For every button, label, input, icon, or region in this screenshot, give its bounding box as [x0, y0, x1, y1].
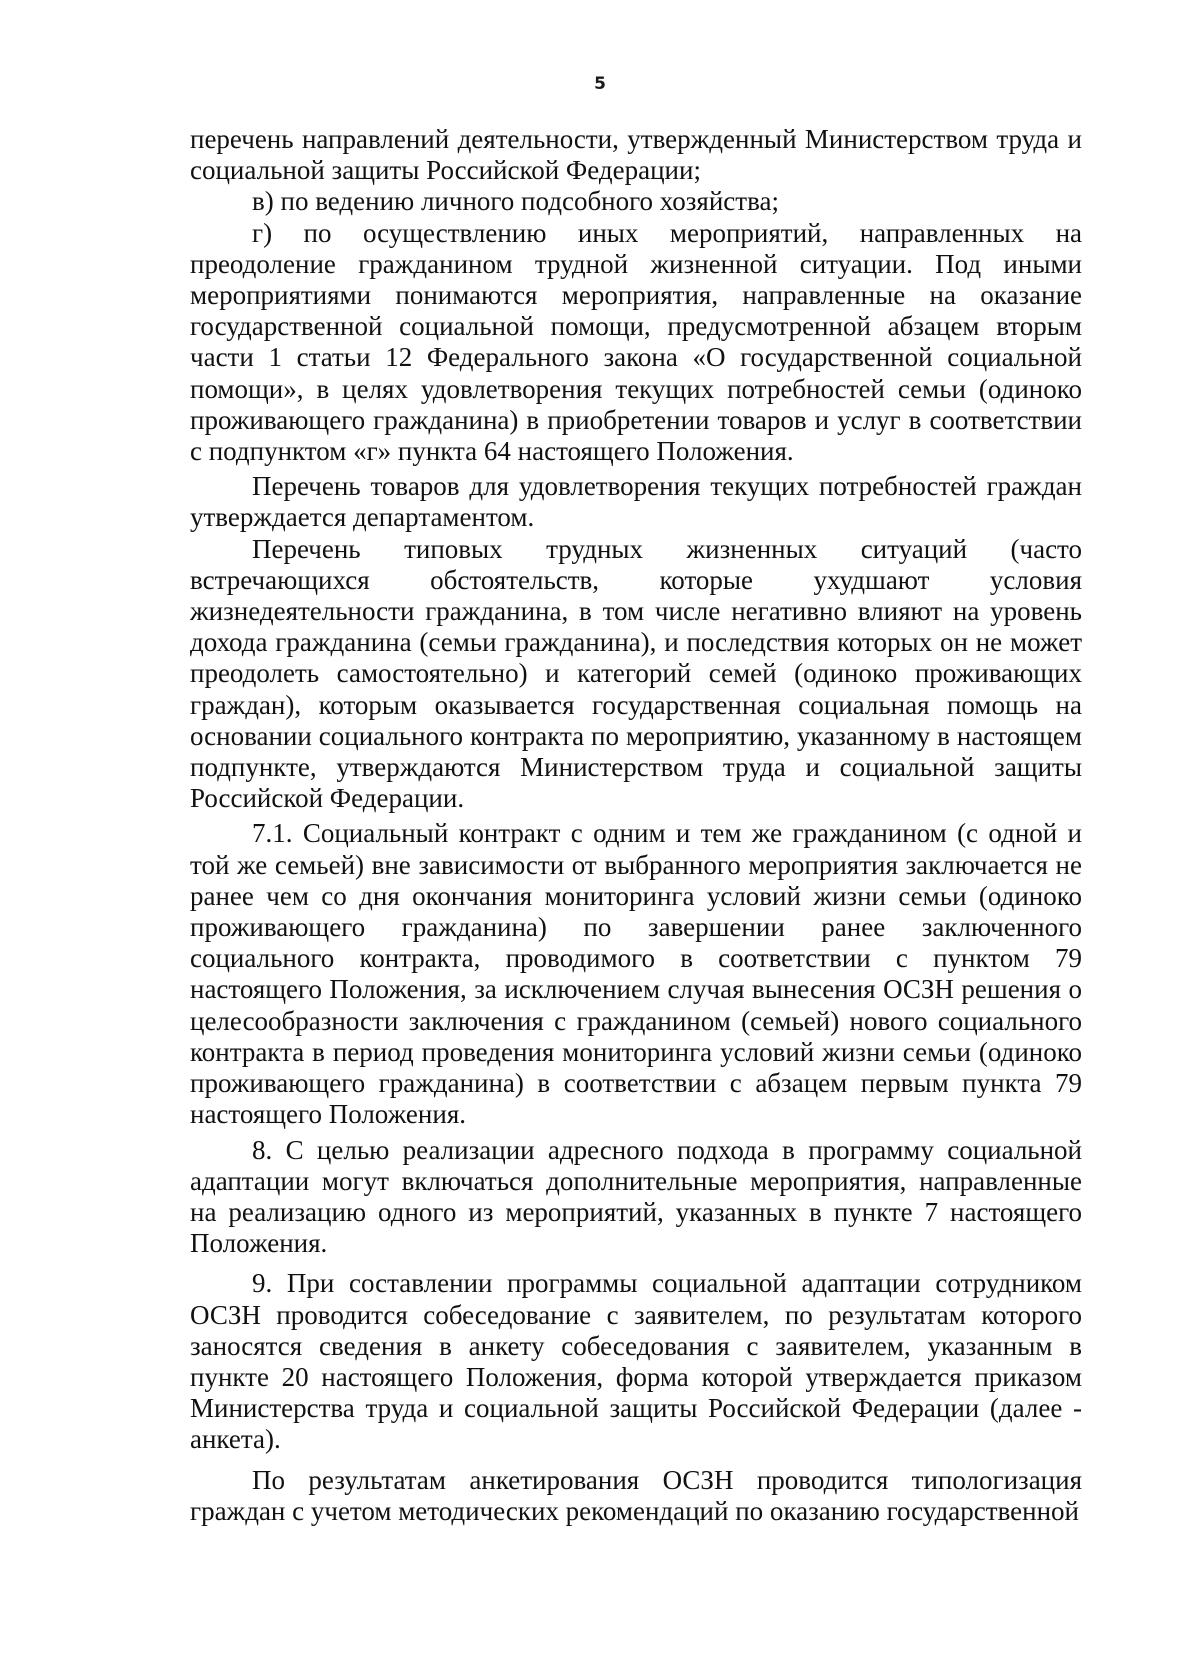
paragraph-2: в) по ведению личного подсобного хозяйства; [252, 186, 779, 217]
paragraph-5: Перечень типовых трудных жизненных ситуаций (часто встречающихся обстоятельств, которые ухудшают условия жизнедеятельности гражданина, в том числе негативно влияют на уровень дохода гражданина (семьи гражданина), и последствия которых он не может преодолеть самостоятельно) и категорий семей (одиноко проживающих граждан), которым оказывается государственная социальная помощь на основании социального контракта по мероприятию, указанному в настоящем подпункте, утверждаются Министерством труда и социальной защиты Российской Федерации. [190, 533, 1082, 814]
paragraph-7: 8. С целью реализации адресного подхода в программу социальной адаптации могут включаться дополнительные мероприятия, направленные на реализацию одного из мероприятий, указанных в пункте 7 настоящего Положения. [190, 1134, 1082, 1259]
paragraph-9: По результатам анкетирования ОСЗН проводится типологизация граждан с учетом методических рекомендаций по оказанию государственной [190, 1464, 1082, 1526]
page-number: 5 [594, 74, 606, 94]
paragraph-8: 9. При составлении программы социальной адаптации сотрудником ОСЗН проводится собеседование с заявителем, по результатам которого заносятся сведения в анкету собеседования с заявителем, указанным в пункте 20 настоящего Положения, форма которой утверждается приказом Министерства труда и социальной защиты Российской Федерации (далее - анкета). [190, 1268, 1082, 1455]
paragraph-1: перечень направлений деятельности, утвержденный Министерством труда и социальной защиты Российской Федерации; [190, 124, 1082, 186]
paragraph-6: 7.1. Социальный контракт с одним и тем же гражданином (с одной и той же семьей) вне зависимости от выбранного мероприятия заключается не ранее чем со дня окончания мониторинга условий жизни семьи (одиноко проживающего гражданина) по завершении ранее заключенного социального контракта, проводимого в соответствии с пунктом 79 настоящего Положения, за исключением случая вынесения ОСЗН решения о целесообразности заключения с гражданином (семьей) нового социального контракта в период проведения мониторинга условий жизни семьи (одиноко проживающего гражданина) в соответствии с абзацем первым пункта 79 настоящего Положения. [190, 818, 1082, 1130]
paragraph-4: Перечень товаров для удовлетворения текущих потребностей граждан утверждается департаментом. [190, 471, 1082, 533]
paragraph-3: г) по осуществлению иных мероприятий, направленных на преодоление гражданином трудной жизненной ситуации. Под иными мероприятиями понимаются мероприятия, направленные на оказание государственной социальной помощи, предусмотренной абзацем вторым части 1 статьи 12 Федерального закона «О государственной социальной помощи», в целях удовлетворения текущих потребностей семьи (одиноко проживающего гражданина) в приобретении товаров и услуг в соответствии с подпунктом «г» пункта 64 настоящего Положения. [190, 217, 1082, 467]
document-body [190, 124, 1082, 1527]
